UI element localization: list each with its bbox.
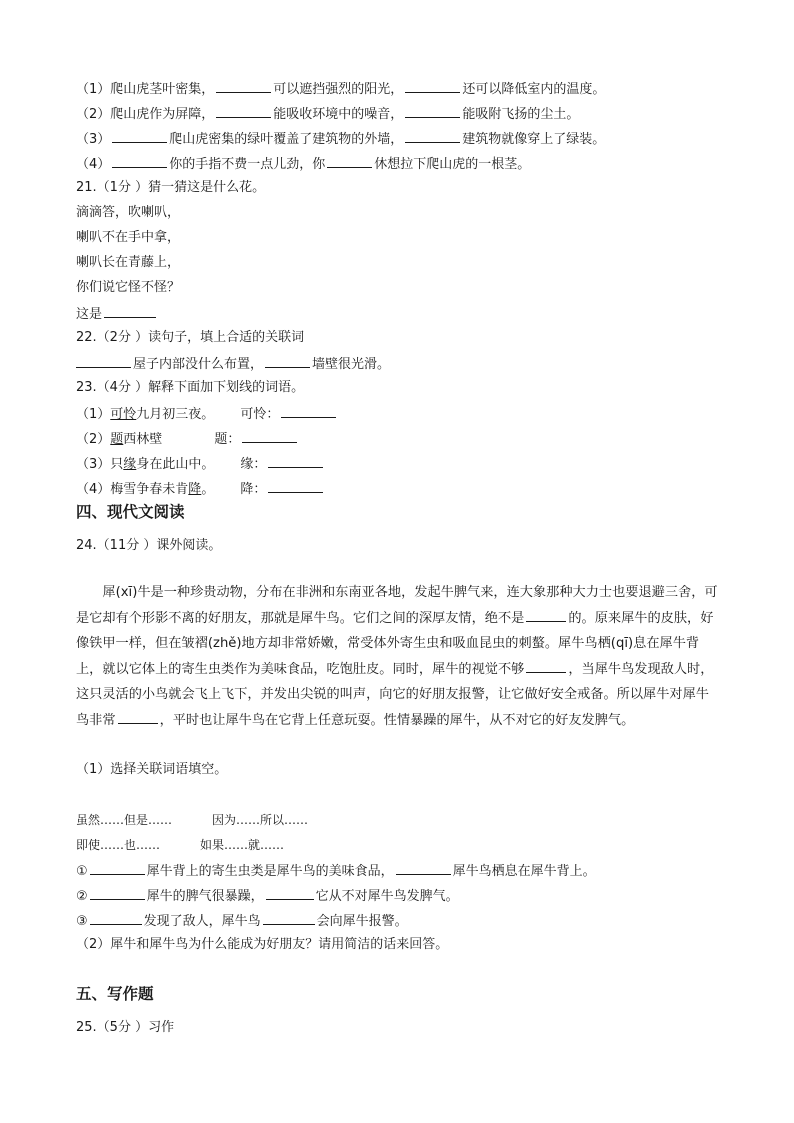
q23-item-1: （1）可怜九月初三夜。 可怜： bbox=[76, 403, 338, 425]
fill-item-2: ② 犀牛的脾气很暴躁， 它从不对犀牛鸟发脾气。 bbox=[76, 885, 459, 907]
riddle-line: 你们说它怪不怪？ bbox=[76, 280, 181, 295]
riddle-line: 滴滴答，吹喇叭， bbox=[76, 205, 181, 220]
answer-blank[interactable] bbox=[90, 910, 142, 925]
answer-blank[interactable] bbox=[90, 860, 145, 875]
q23-title: 23.（4分 ）解释下面加下划线的词语。 bbox=[76, 380, 305, 395]
answer-blank[interactable] bbox=[327, 153, 372, 168]
answer-blank[interactable] bbox=[104, 303, 156, 318]
answer-blank[interactable] bbox=[268, 478, 323, 493]
answer-blank[interactable] bbox=[526, 607, 566, 622]
answer-blank[interactable] bbox=[216, 103, 271, 118]
section-heading: 四、现代文阅读 bbox=[76, 503, 185, 521]
q20-item-2: （2）爬山虎作为屏障， 能吸收环境中的噪音， 能吸附飞扬的尘土。 bbox=[76, 103, 579, 125]
options-row: 虽然……但是…… 因为……所以…… bbox=[76, 813, 309, 827]
answer-blank[interactable] bbox=[242, 428, 297, 443]
q20-item-3: （3） 爬山虎密集的绿叶覆盖了建筑物的外墙， 建筑物就像穿上了绿装。 bbox=[76, 128, 605, 150]
q23-item-2: （2）题西林壁 题： bbox=[76, 428, 299, 450]
q21-title: 21.（1分 ）猜一猜这是什么花。 bbox=[76, 180, 266, 195]
q24-sub1: （1）选择关联词语填空。 bbox=[76, 762, 228, 777]
reading-passage: 犀(xī)牛是一种珍贵动物，分布在非洲和东南亚各地，发起牛脾气来，连大象那种大力士也要退避三舍，可是它却有个形影不离的好朋友，那就是犀牛鸟。它们之间的深厚友情，绝不是 的。原来犀牛的皮肤，好像铁甲一样，但在皱褶(zhě)地方却非常娇嫩，常受体外寄生虫和吸血昆虫的刺螯。犀牛鸟栖(qī)息在犀牛背上，就以它体上的寄生虫类作为美味食品，吃饱肚皮。同时，犀牛的视觉不够 ，当犀牛鸟发现敌人时，这只灵活的小鸟就会飞上飞下，并发出尖锐的叫声，向它的好朋友报警，让它做好安全戒备。所以犀牛对犀牛鸟非常 ，平时也让犀牛鸟在它背上任意玩耍。性情暴躁的犀牛，从不对它的好友发脾气。 bbox=[76, 585, 718, 728]
fill-item-1: ① 犀牛背上的寄生虫类是犀牛鸟的美味食品， 犀牛鸟栖息在犀牛背上。 bbox=[76, 860, 596, 882]
q22-sentence: 屋子内部没什么布置， 墙壁很光滑。 bbox=[76, 353, 390, 375]
answer-blank[interactable] bbox=[268, 453, 323, 468]
answer-blank[interactable] bbox=[281, 403, 336, 418]
riddle-line: 喇叭长在青藤上， bbox=[76, 255, 181, 270]
q24-title: 24.（11分 ）课外阅读。 bbox=[76, 538, 222, 553]
answer-blank[interactable] bbox=[90, 885, 145, 900]
answer-blank[interactable] bbox=[266, 885, 314, 900]
q20-item-1: （1）爬山虎茎叶密集， 可以遮挡强烈的阳光， 还可以降低室内的温度。 bbox=[76, 78, 605, 100]
section-heading: 五、写作题 bbox=[76, 985, 154, 1003]
q24-sub2: （2）犀牛和犀牛鸟为什么能成为好朋友？请用简洁的话来回答。 bbox=[76, 937, 449, 952]
riddle-line: 喇叭不在手中拿， bbox=[76, 230, 181, 245]
answer-blank[interactable] bbox=[216, 78, 271, 93]
options-row: 即使……也…… 如果……就…… bbox=[76, 838, 285, 852]
answer-blank[interactable] bbox=[405, 103, 460, 118]
q23-item-3: （3）只缘身在此山中。 缘： bbox=[76, 453, 325, 475]
answer-blank[interactable] bbox=[265, 353, 310, 368]
q20-item-4: （4） 你的手指不费一点儿劲，你 休想拉下爬山虎的一根茎。 bbox=[76, 153, 530, 175]
answer-blank[interactable] bbox=[405, 128, 460, 143]
q25-title: 25.（5分 ）习作 bbox=[76, 1020, 175, 1035]
answer-blank[interactable] bbox=[405, 78, 460, 93]
q23-item-4: （4）梅雪争春未肯降。 降： bbox=[76, 478, 325, 500]
answer-blank[interactable] bbox=[396, 860, 451, 875]
answer-blank[interactable] bbox=[112, 153, 167, 168]
fill-item-3: ③ 发现了敌人，犀牛鸟 会向犀牛报警。 bbox=[76, 910, 408, 932]
q22-title: 22.（2分 ）读句子，填上合适的关联词 bbox=[76, 330, 305, 345]
answer-blank[interactable] bbox=[526, 658, 566, 673]
answer-blank[interactable] bbox=[118, 709, 158, 724]
answer-blank[interactable] bbox=[112, 128, 167, 143]
answer-blank[interactable] bbox=[76, 353, 131, 368]
q21-answer: 这是 bbox=[76, 303, 158, 325]
answer-blank[interactable] bbox=[263, 910, 315, 925]
